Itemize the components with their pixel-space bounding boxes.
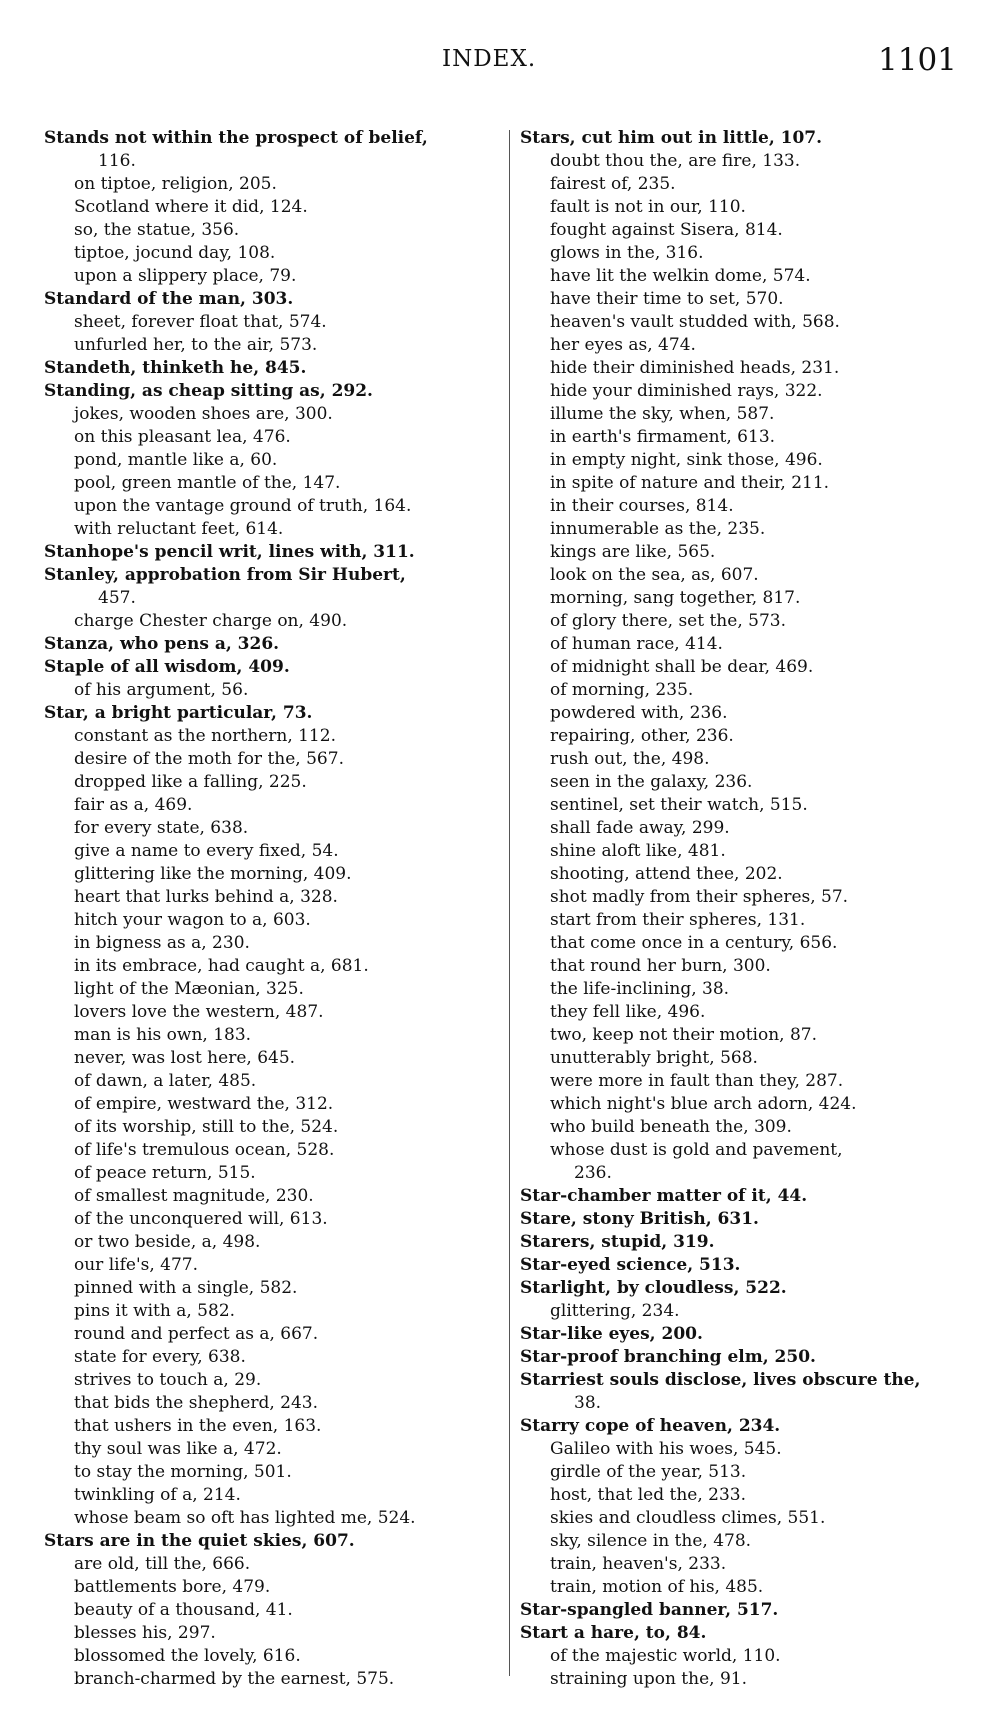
index-subentry: hitch your wagon to a, 603. xyxy=(74,910,311,930)
index-subentry: dropped like a falling, 225. xyxy=(74,772,307,792)
index-subentry: of life's tremulous ocean, 528. xyxy=(74,1140,335,1160)
index-subentry: the life-inclining, 38. xyxy=(550,979,730,999)
index-subentry: on this pleasant lea, 476. xyxy=(74,427,291,447)
index-subentry: with reluctant feet, 614. xyxy=(74,519,284,539)
index-subentry: man is his own, 183. xyxy=(74,1025,252,1045)
page-header xyxy=(0,42,1000,86)
index-subentry: branch-charmed by the earnest, 575. xyxy=(74,1669,395,1689)
index-subentry: in empty night, sink those, 496. xyxy=(550,450,823,470)
index-entry-continuation: 457. xyxy=(98,588,136,608)
index-subentry: round and perfect as a, 667. xyxy=(74,1324,319,1344)
index-subentry: or two beside, a, 498. xyxy=(74,1232,261,1252)
index-entry-heading: Start a hare, to, 84. xyxy=(520,1623,707,1643)
index-subentry: have their time to set, 570. xyxy=(550,289,784,309)
index-subentry: of morning, 235. xyxy=(550,680,694,700)
index-subentry: seen in the galaxy, 236. xyxy=(550,772,753,792)
index-subentry: of human race, 414. xyxy=(550,634,723,654)
index-entry-heading: Star, a bright particular, 73. xyxy=(44,703,313,723)
index-entry-heading: Stanley, approbation from Sir Hubert, xyxy=(44,565,406,585)
index-subentry: train, motion of his, 485. xyxy=(550,1577,764,1597)
index-subentry: skies and cloudless climes, 551. xyxy=(550,1508,826,1528)
index-subentry: of midnight shall be dear, 469. xyxy=(550,657,814,677)
index-subentry: strives to touch a, 29. xyxy=(74,1370,262,1390)
index-subentry: pool, green mantle of the, 147. xyxy=(74,473,341,493)
index-subentry: in its embrace, had caught a, 681. xyxy=(74,956,369,976)
index-subentry: give a name to every fixed, 54. xyxy=(74,841,339,861)
index-subentry: glittering, 234. xyxy=(550,1301,680,1321)
index-subentry: pinned with a single, 582. xyxy=(74,1278,298,1298)
index-subentry: that round her burn, 300. xyxy=(550,956,771,976)
index-subentry: sky, silence in the, 478. xyxy=(550,1531,752,1551)
index-subentry: in earth's firmament, 613. xyxy=(550,427,776,447)
index-entry-heading: Star-spangled banner, 517. xyxy=(520,1600,779,1620)
index-subentry: desire of the moth for the, 567. xyxy=(74,749,344,769)
index-subentry: beauty of a thousand, 41. xyxy=(74,1600,293,1620)
index-subentry: light of the Mæonian, 325. xyxy=(74,979,304,999)
index-subentry: glittering like the morning, 409. xyxy=(74,864,352,884)
index-subentry: thy soul was like a, 472. xyxy=(74,1439,282,1459)
index-subentry: repairing, other, 236. xyxy=(550,726,734,746)
index-subentry: fairest of, 235. xyxy=(550,174,676,194)
index-subentry: morning, sang together, 817. xyxy=(550,588,801,608)
index-entry-heading: Stars are in the quiet skies, 607. xyxy=(44,1531,355,1551)
index-subentry: heaven's vault studded with, 568. xyxy=(550,312,840,332)
index-subentry: battlements bore, 479. xyxy=(74,1577,271,1597)
page-number: 1101 xyxy=(878,42,957,78)
index-entry-continuation: 236. xyxy=(574,1163,612,1183)
index-entry-heading: Star-chamber matter of it, 44. xyxy=(520,1186,808,1206)
index-entry-heading: Stanza, who pens a, 326. xyxy=(44,634,280,654)
index-subentry: host, that led the, 233. xyxy=(550,1485,746,1505)
index-subentry: pond, mantle like a, 60. xyxy=(74,450,278,470)
index-entry-heading: Staple of all wisdom, 409. xyxy=(44,657,290,677)
index-subentry: fought against Sisera, 814. xyxy=(550,220,783,240)
index-subentry: twinkling of a, 214. xyxy=(74,1485,241,1505)
index-subentry: hide your diminished rays, 322. xyxy=(550,381,823,401)
index-subentry: state for every, 638. xyxy=(74,1347,246,1367)
index-subentry: in their courses, 814. xyxy=(550,496,734,516)
index-subentry: start from their spheres, 131. xyxy=(550,910,806,930)
index-entry-heading: Star-like eyes, 200. xyxy=(520,1324,703,1344)
index-subentry: Galileo with his woes, 545. xyxy=(550,1439,782,1459)
index-subentry: two, keep not their motion, 87. xyxy=(550,1025,818,1045)
column-divider xyxy=(509,130,510,1676)
index-subentry: upon a slippery place, 79. xyxy=(74,266,297,286)
index-subentry: illume the sky, when, 587. xyxy=(550,404,775,424)
index-entry-heading: Star-eyed science, 513. xyxy=(520,1255,741,1275)
index-entry-heading: Stanhope's pencil writ, lines with, 311. xyxy=(44,542,415,562)
index-subentry: unfurled her, to the air, 573. xyxy=(74,335,318,355)
index-subentry: of empire, westward the, 312. xyxy=(74,1094,334,1114)
index-subentry: in spite of nature and their, 211. xyxy=(550,473,830,493)
index-subentry: they fell like, 496. xyxy=(550,1002,706,1022)
index-entry-heading: Starry cope of heaven, 234. xyxy=(520,1416,781,1436)
index-subentry: for every state, 638. xyxy=(74,818,249,838)
index-subentry: which night's blue arch adorn, 424. xyxy=(550,1094,857,1114)
index-subentry: train, heaven's, 233. xyxy=(550,1554,727,1574)
index-entry-heading: Standeth, thinketh he, 845. xyxy=(44,358,307,378)
index-subentry: of dawn, a later, 485. xyxy=(74,1071,257,1091)
index-column-right xyxy=(520,127,972,1691)
index-subentry: constant as the northern, 112. xyxy=(74,726,336,746)
index-subentry: lovers love the western, 487. xyxy=(74,1002,324,1022)
index-subentry: that bids the shepherd, 243. xyxy=(74,1393,319,1413)
index-subentry: of smallest magnitude, 230. xyxy=(74,1186,314,1206)
index-subentry: doubt thou the, are fire, 133. xyxy=(550,151,801,171)
index-subentry: powdered with, 236. xyxy=(550,703,728,723)
index-subentry: sheet, forever float that, 574. xyxy=(74,312,327,332)
index-entry-heading: Starers, stupid, 319. xyxy=(520,1232,715,1252)
index-subentry: jokes, wooden shoes are, 300. xyxy=(74,404,333,424)
index-entry-heading: Standing, as cheap sitting as, 292. xyxy=(44,381,373,401)
index-entry-heading: Star-proof branching elm, 250. xyxy=(520,1347,816,1367)
index-subentry: glows in the, 316. xyxy=(550,243,704,263)
index-subentry: shooting, attend thee, 202. xyxy=(550,864,783,884)
index-subentry: fair as a, 469. xyxy=(74,795,193,815)
index-subentry: of peace return, 515. xyxy=(74,1163,256,1183)
index-entry-heading: Stars, cut him out in little, 107. xyxy=(520,128,823,148)
index-subentry: Scotland where it did, 124. xyxy=(74,197,308,217)
index-subentry: heart that lurks behind a, 328. xyxy=(74,887,338,907)
running-head: INDEX. xyxy=(442,46,537,72)
index-entry-heading: Stare, stony British, 631. xyxy=(520,1209,759,1229)
index-subentry: were more in fault than they, 287. xyxy=(550,1071,844,1091)
index-subentry: sentinel, set their watch, 515. xyxy=(550,795,808,815)
index-subentry: blossomed the lovely, 616. xyxy=(74,1646,301,1666)
index-subentry: are old, till the, 666. xyxy=(74,1554,251,1574)
index-subentry: innumerable as the, 235. xyxy=(550,519,766,539)
index-subentry: charge Chester charge on, 490. xyxy=(74,611,348,631)
index-subentry: whose dust is gold and pavement, xyxy=(550,1140,843,1160)
index-subentry: never, was lost here, 645. xyxy=(74,1048,296,1068)
index-subentry: of glory there, set the, 573. xyxy=(550,611,786,631)
index-entry-heading: Starlight, by cloudless, 522. xyxy=(520,1278,787,1298)
index-subentry: of the unconquered will, 613. xyxy=(74,1209,328,1229)
index-subentry: to stay the morning, 501. xyxy=(74,1462,292,1482)
index-subentry: kings are like, 565. xyxy=(550,542,716,562)
index-subentry: that ushers in the even, 163. xyxy=(74,1416,322,1436)
index-subentry: shall fade away, 299. xyxy=(550,818,730,838)
index-subentry: unutterably bright, 568. xyxy=(550,1048,758,1068)
index-subentry: our life's, 477. xyxy=(74,1255,198,1275)
index-subentry: her eyes as, 474. xyxy=(550,335,696,355)
index-subentry: whose beam so oft has lighted me, 524. xyxy=(74,1508,416,1528)
index-subentry: look on the sea, as, 607. xyxy=(550,565,759,585)
index-entry-continuation: 38. xyxy=(574,1393,602,1413)
index-subentry: of the majestic world, 110. xyxy=(550,1646,781,1666)
index-subentry: who build beneath the, 309. xyxy=(550,1117,792,1137)
index-subentry: rush out, the, 498. xyxy=(550,749,710,769)
index-subentry: tiptoe, jocund day, 108. xyxy=(74,243,276,263)
index-subentry: upon the vantage ground of truth, 164. xyxy=(74,496,412,516)
index-subentry: that come once in a century, 656. xyxy=(550,933,838,953)
index-entry-heading: Stands not within the prospect of belief, xyxy=(44,128,428,148)
index-subentry: pins it with a, 582. xyxy=(74,1301,236,1321)
index-entry-continuation: 116. xyxy=(98,151,136,171)
index-subentry: blesses his, 297. xyxy=(74,1623,216,1643)
index-subentry: hide their diminished heads, 231. xyxy=(550,358,840,378)
index-subentry: of his argument, 56. xyxy=(74,680,249,700)
index-entry-heading: Standard of the man, 303. xyxy=(44,289,294,309)
index-subentry: on tiptoe, religion, 205. xyxy=(74,174,277,194)
index-subentry: shine aloft like, 481. xyxy=(550,841,726,861)
index-column-left xyxy=(44,127,496,1691)
index-subentry: fault is not in our, 110. xyxy=(550,197,746,217)
index-subentry: so, the statue, 356. xyxy=(74,220,240,240)
index-subentry: of its worship, still to the, 524. xyxy=(74,1117,339,1137)
index-subentry: in bigness as a, 230. xyxy=(74,933,250,953)
index-entry-heading: Starriest souls disclose, lives obscure the, xyxy=(520,1370,921,1390)
index-subentry: girdle of the year, 513. xyxy=(550,1462,747,1482)
index-subentry: shot madly from their spheres, 57. xyxy=(550,887,849,907)
index-subentry: straining upon the, 91. xyxy=(550,1669,747,1689)
index-subentry: have lit the welkin dome, 574. xyxy=(550,266,811,286)
